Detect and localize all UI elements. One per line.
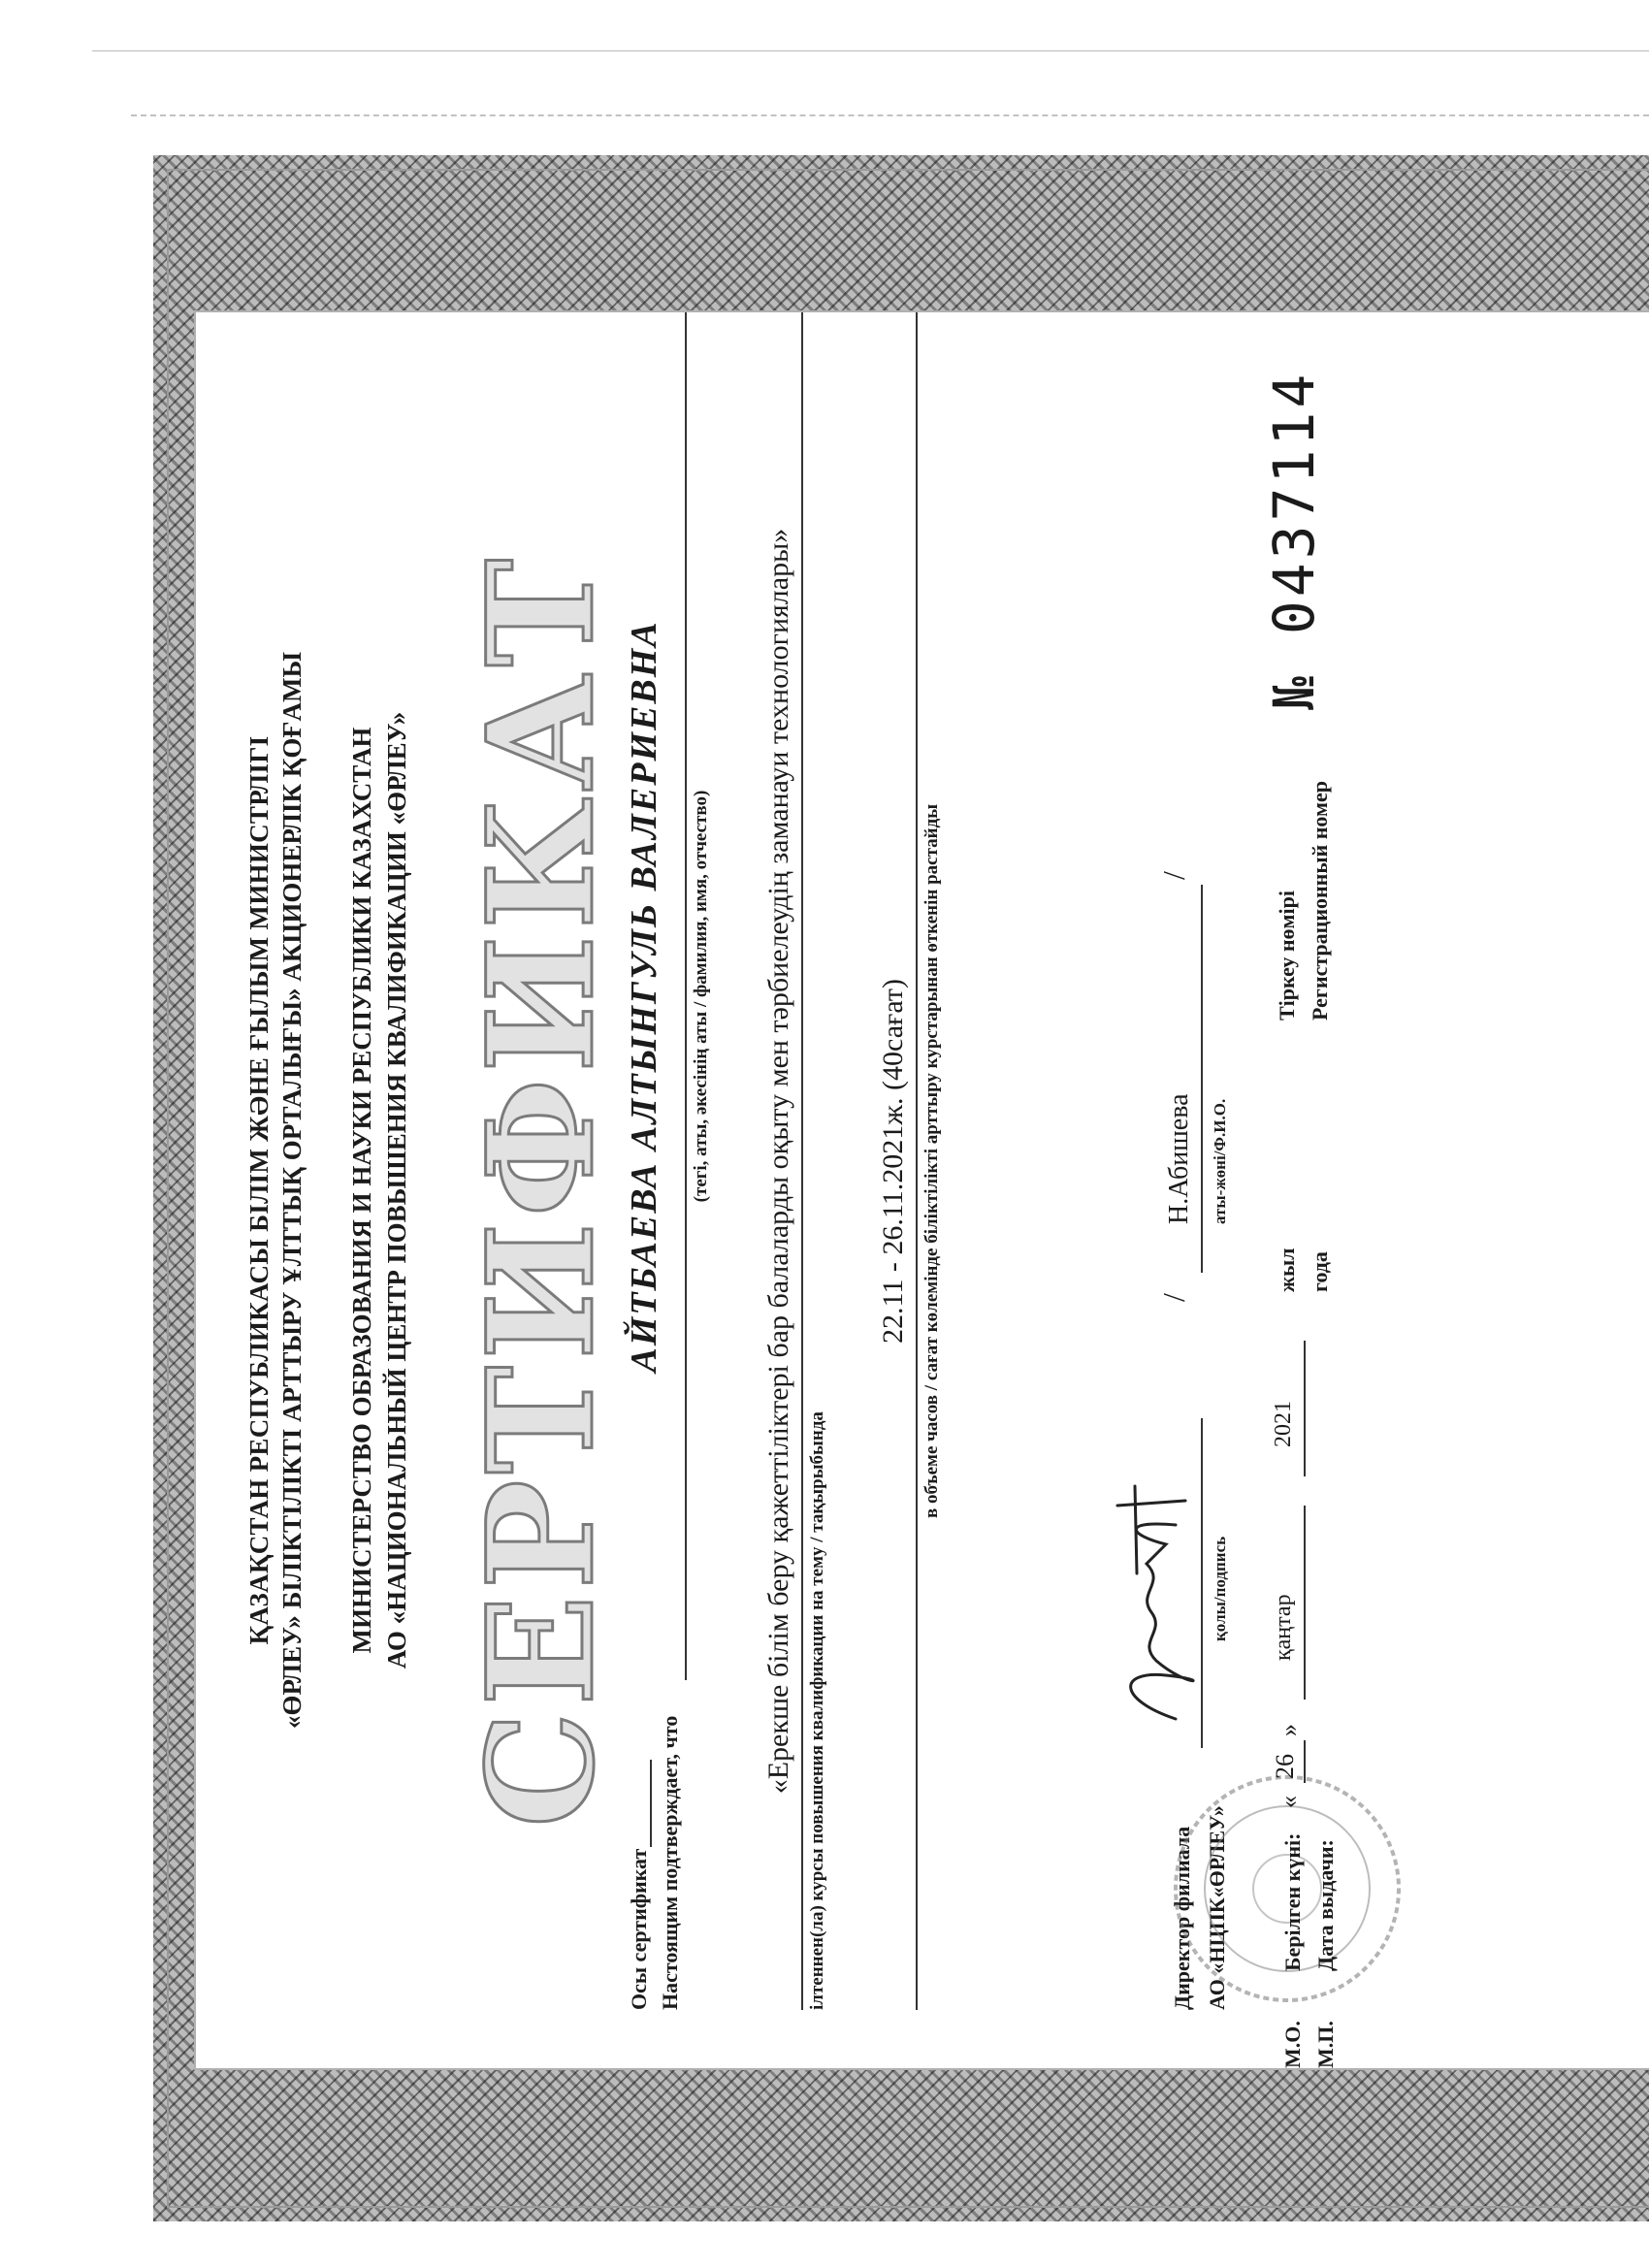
slash-right: / [1156,871,1191,880]
quote-close: » [1275,1724,1303,1736]
issue-year-rule [1304,1341,1306,1476]
recipient-name-caption: (тегі, аты, әкесінің аты / фамилия, имя, отчество) [691,790,711,1203]
director-name-caption: аты-жөні/Ф.И.О. [1211,1098,1229,1224]
org-ru: АО «НАЦИОНАЛЬНЫЙ ЦЕНТР ПОВЫШЕНИЯ КВАЛИФИКАЦИИ «ӨРЛЕУ» [382,711,411,1669]
mp-kz: М.О. [1280,2021,1305,2068]
scan-edge-line [92,50,1649,51]
director-label-line1: Директор филиала [1170,1826,1194,2010]
course-title-field [759,312,803,2010]
certificate-title: СЕРТИФИКАТ [456,552,627,1829]
hours-caption: в объеме часов / сағат көлемінде біліктілікті арттыру курстарынан өткенін растайды [922,803,942,1519]
intro-kz-text: Осы сертификат [627,1848,651,2010]
issue-day: 26 [1271,1754,1299,1779]
signature-rule [1201,1418,1203,1748]
issue-month-rule [1304,1506,1306,1700]
course-title: «Ерекше білім беру қажеттіліктері бар балаларды оқыту мен тәрбиелеудің заманауи технологиялары» [762,528,794,1795]
ministry-kz: ҚАЗАҚСТАН РЕСПУБЛИКАСЫ БІЛІМ ЖӘНЕ ҒЫЛЫМ МИНИСТРЛІГІ [244,735,274,1645]
course-dates: 22.11 - 26.11.2021ж. (40сағат) [877,979,909,1344]
issue-month: қаңтар [1271,1594,1296,1661]
director-name: Н.Абишева [1164,1093,1194,1224]
reg-number-label-kz: Тіркеу нөмірі [1275,891,1299,1021]
year-label-ru: года [1308,1251,1332,1292]
ministry-ru: МИНИСТЕРСТВО ОБРАЗОВАНИЯ И НАУКИ РЕСПУБЛИКИ КАЗАХСТАН [347,727,376,1654]
slash-left: / [1156,1293,1191,1302]
intro-kz [627,1760,652,2010]
course-caption: ілтеннен(ла) курсы повышения квалификации на тему / тақырыбында [807,1411,827,2010]
rotated-content [196,312,1649,2068]
mp-ru: М.П. [1313,2021,1338,2068]
quote-open: « [1275,1796,1303,1808]
recipient-name-field [623,312,687,1680]
reg-number-label-ru: Регистрационный номер [1308,781,1332,1021]
issue-year: 2021 [1271,1401,1296,1447]
director-label-line2: АО «НЦПК«ӨРЛЕУ» [1205,1805,1229,2010]
year-label-kz: жыл [1275,1247,1299,1292]
issue-date-label-ru: Дата выдачи: [1313,1839,1338,1971]
org-kz: «ӨРЛЕУ» БІЛІКТІЛІКТІ АРТТЫРУ ҰЛТТЫҚ ОРТАЛЫҒЫ» АКЦИОНЕРЛІК ҚОҒАМЫ [277,652,307,1729]
signature-caption: қолы/подпись [1211,1536,1229,1641]
director-signature [1108,1438,1195,1729]
registration-number: № 0437114 [1261,370,1327,710]
certificate-body [194,310,1649,2070]
director-name-rule [1201,885,1203,1273]
scan-edge-dashed-line [131,114,1649,116]
intro-ru: Настоящим подтверждает, что [658,1715,682,2010]
recipient-name: АЙТБАЕВА АЛТЫНГУЛЬ ВАЛЕРИЕВНА [624,620,664,1373]
issue-date-label-kz: Берілген күні: [1280,1832,1305,1971]
intro-rule [650,1760,652,1847]
issue-day-rule [1304,1740,1306,1783]
course-period-field [873,312,918,2010]
